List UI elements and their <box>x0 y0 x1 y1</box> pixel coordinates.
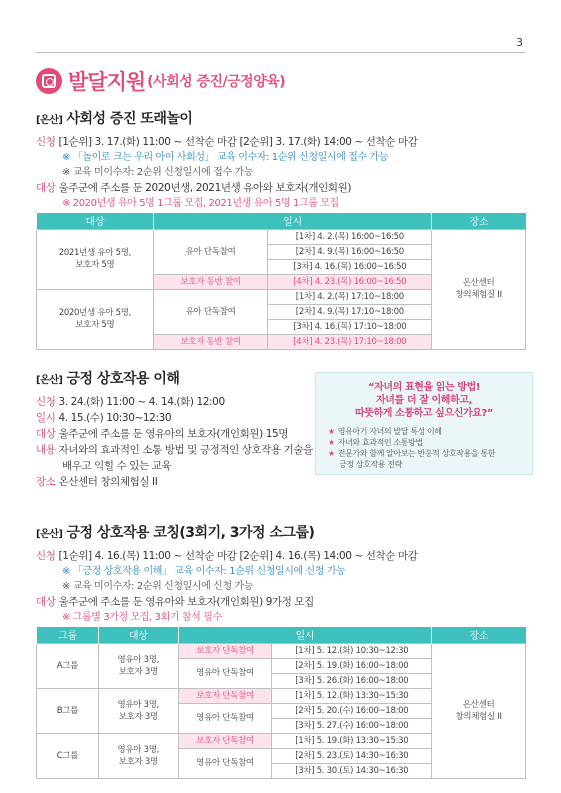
date-cell: [2차] 5. 23.(토) 14:30~16:30 <box>272 748 432 763</box>
mode-cell: 보호자 단독참여 <box>178 688 272 703</box>
location-tag: [온산] <box>36 114 63 126</box>
date-cell: [4차] 4. 23.(목) 16:00~16:50 <box>268 274 432 289</box>
target-cell: 2020년생 유아 5명, 보호자 5명 <box>37 289 154 349</box>
tip-item: 긍정 상호작용 전략 <box>339 460 402 469</box>
note: ※ 2020년생 유아 5명 1그룹 모집, 2021년생 유아 5명 1그룹 모집 <box>62 198 339 209</box>
col-header: 일시 <box>153 213 431 229</box>
program-icon <box>36 68 62 94</box>
note: ※ 교육 미이수자: 2순위 신청일시에 접수 가능 <box>62 167 254 178</box>
section-heading <box>36 108 526 128</box>
star-icon: ★ <box>328 427 335 436</box>
date-cell: [1차] 5. 19.(화) 13:30~15:30 <box>272 733 432 748</box>
date-cell: [3차] 5. 30.(토) 14:30~16:30 <box>272 763 432 778</box>
group-cell: B그룹 <box>37 688 99 733</box>
col-header: 장소 <box>432 627 526 643</box>
section-positive-interaction <box>36 368 313 490</box>
date-cell: [3차] 4. 16.(목) 17:10~18:00 <box>268 319 432 334</box>
mode-cell: 보호자 동반 참여 <box>153 274 268 289</box>
section-coaching <box>36 522 526 779</box>
target-line: 대상 울주군에 주소를 둔 2020년생, 2021년생 유아와 보호자(개인회원) <box>36 182 352 194</box>
group-cell: C그룹 <box>37 733 99 778</box>
schedule-table <box>36 213 526 350</box>
section-peer-play <box>36 108 526 350</box>
tip-list <box>328 426 532 470</box>
date-cell: [2차] 5. 20.(수) 16:00~18:00 <box>272 703 432 718</box>
mode-cell: 유아 단독참여 <box>153 229 268 274</box>
top-divider <box>36 52 525 53</box>
page-number: 3 <box>516 36 523 49</box>
date-cell: [3차] 5. 27.(수) 16:00~18:00 <box>272 718 432 733</box>
tip-headline: “자녀의 표현을 읽는 방법! 자녀를 더 잘 이해하고, 따뜻하게 소통하고 싶으신가요?” <box>354 382 494 419</box>
coaching-table <box>36 627 526 779</box>
place-cell: 온산센터 창의체험실 II <box>432 229 526 349</box>
section-heading <box>36 368 306 388</box>
date-cell: [3차] 4. 16.(목) 16:00~16:50 <box>268 259 432 274</box>
place-cell: 온산센터 창의체험실 II <box>432 643 526 778</box>
mode-cell: 보호자 동반 참여 <box>153 334 268 349</box>
note: ※ 「놀이로 크는 우리 아이 사회성」 교육 이수자: 1순위 신청일시에 접수 가능 <box>62 152 388 163</box>
section-title: 긍정 상호작용 코칭(3회기, 3가정 소그룹) <box>66 525 315 541</box>
note: ※ 교육 미이수자: 2순위 신청일시에 신청 가능 <box>62 581 254 592</box>
col-header: 대상 <box>37 213 154 229</box>
title-sub: (사회성 증진/긍정양육) <box>147 74 286 90</box>
date-cell: [1차] 4. 2.(목) 17:10~18:00 <box>268 289 432 304</box>
location-tag: [온산] <box>36 528 63 540</box>
star-icon: ★ <box>328 438 335 447</box>
info-line: 내용 자녀와의 효과적인 소통 방법 및 긍정적인 상호작용 기술을 <box>36 444 313 456</box>
group-cell: A그룹 <box>37 643 99 688</box>
info-line: 신청 3. 24.(화) 11:00 ~ 4. 14.(화) 12:00 <box>36 396 225 408</box>
info-line: 장소 온산센터 창의체험실 II <box>36 476 158 488</box>
apply-line: 신청 [1순위] 4. 16.(목) 11:00 ~ 선착순 마감 [2순위] 4. 16.(목) 14:00 ~ 선착순 마감 <box>36 550 418 562</box>
note: ※ 그룹별 3가정 모집, 3회기 참석 필수 <box>62 612 222 623</box>
tip-item: ★ 전문가와 함께 알아보는 반응적 상호작용을 통한 <box>328 449 496 458</box>
target-cell: 영유아 3명, 보호자 3명 <box>98 733 178 778</box>
apply-line: 신청 [1순위] 3. 17.(화) 11:00 ~ 선착순 마감 [2순위] 3. 17.(화) 14:00 ~ 선착순 마감 <box>36 136 418 148</box>
info-line: 배우고 익힐 수 있는 교육 <box>62 460 172 472</box>
tip-item: ★ 영유아기 자녀의 발달 특성 이해 <box>328 427 442 436</box>
target-cell: 영유아 3명, 보호자 3명 <box>98 688 178 733</box>
location-tag: [온산] <box>36 374 63 386</box>
mode-cell: 보호자 단독참여 <box>178 643 272 658</box>
date-cell: [2차] 4. 9.(목) 17:10~18:00 <box>268 304 432 319</box>
date-cell: [4차] 4. 23.(목) 17:10~18:00 <box>268 334 432 349</box>
col-header: 그룹 <box>37 627 99 643</box>
note: ※ 「긍정 상호작용 이해」 교육 이수자: 1순위 신청일시에 신청 가능 <box>62 566 346 577</box>
date-cell: [1차] 4. 2.(목) 16:00~16:50 <box>268 229 432 244</box>
col-header: 대상 <box>98 627 178 643</box>
date-cell: [1차] 5. 12.(화) 13:30~15:30 <box>272 688 432 703</box>
date-cell: [3차] 5. 26.(화) 16:00~18:00 <box>272 673 432 688</box>
col-header: 일시 <box>178 627 432 643</box>
target-line: 대상 울주군에 주소를 둔 영유아와 보호자(개인회원) 9가정 모집 <box>36 596 314 608</box>
star-icon: ★ <box>328 449 335 458</box>
page-title <box>36 66 285 96</box>
info-line: 일시 4. 15.(수) 10:30~12:30 <box>36 412 172 424</box>
col-header: 장소 <box>432 213 526 229</box>
mode-cell: 영유아 단독참여 <box>178 748 272 778</box>
mode-cell: 유아 단독참여 <box>153 289 268 334</box>
target-cell: 2021년생 유아 5명, 보호자 5명 <box>37 229 154 289</box>
section-heading <box>36 522 526 542</box>
tip-box <box>315 372 533 475</box>
date-cell: [1차] 5. 12.(화) 10:30~12:30 <box>272 643 432 658</box>
tip-item: ★ 자녀와 효과적인 소통방법 <box>328 438 423 447</box>
section-title: 긍정 상호작용 이해 <box>66 371 180 387</box>
date-cell: [2차] 4. 9.(목) 16:00~16:50 <box>268 244 432 259</box>
mode-cell: 영유아 단독참여 <box>178 703 272 733</box>
section-title: 사회성 증진 또래놀이 <box>66 111 193 127</box>
mode-cell: 보호자 단독참여 <box>178 733 272 748</box>
title-main: 발달지원 <box>68 70 146 94</box>
mode-cell: 영유아 단독참여 <box>178 658 272 688</box>
target-cell: 영유아 3명, 보호자 3명 <box>98 643 178 688</box>
info-line: 대상 울주군에 주소를 둔 영유아의 보호자(개인회원) 15명 <box>36 428 289 440</box>
date-cell: [2차] 5. 19.(화) 16:00~18:00 <box>272 658 432 673</box>
